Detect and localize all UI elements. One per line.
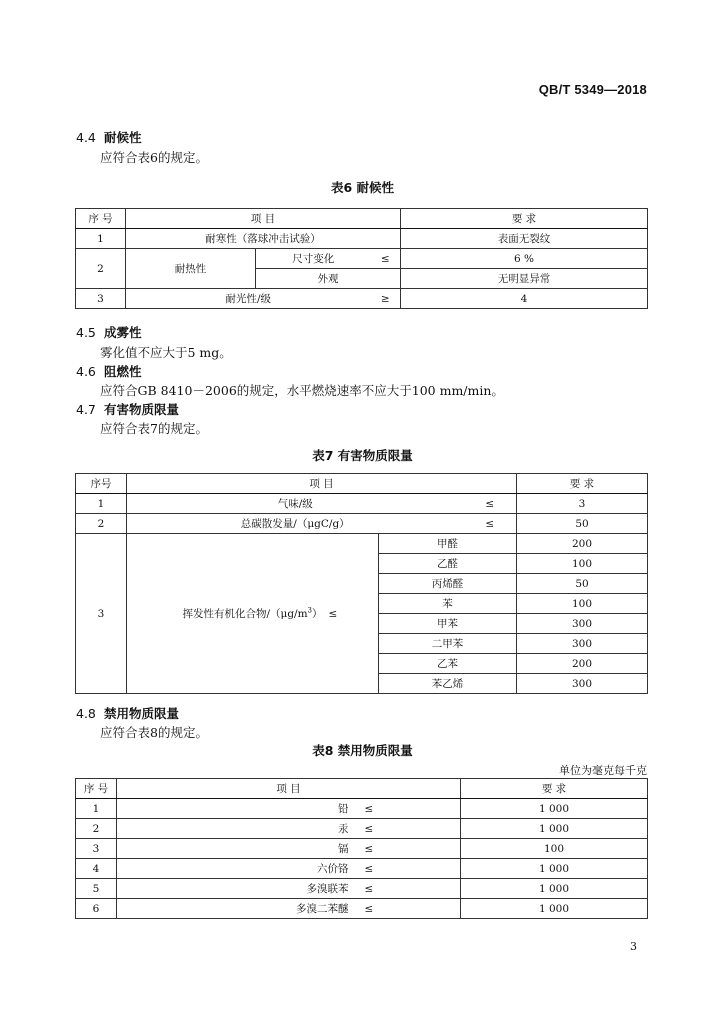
table8-caption: 表8 禁用物质限量 (312, 743, 413, 758)
cell-seq: 4 (76, 859, 117, 879)
table-row (76, 879, 648, 899)
cell-item: 汞 (117, 819, 357, 839)
cell-seq: 3 (76, 289, 126, 309)
cell-seq: 5 (76, 879, 117, 899)
section-4-4-text: 应符合表6的规定。 (100, 150, 208, 165)
table-header-row (76, 779, 648, 799)
cell-requirement: 100 (461, 839, 648, 859)
cell-item: 总碳散发量/（μgC/g） (127, 514, 464, 534)
table-row (76, 899, 648, 919)
voc-label-close: ） (312, 608, 323, 620)
table-row (76, 249, 648, 269)
cell-requirement: 300 (517, 674, 648, 694)
cell-item: 耐热性 (126, 249, 256, 289)
cell-item (127, 534, 327, 694)
cell-symbol: ≤ (357, 819, 461, 839)
section-4-7-text: 应符合表7的规定。 (100, 421, 208, 436)
table-row (76, 289, 648, 309)
cell-subitem: 甲醛 (379, 534, 517, 554)
cell-requirement: 50 (517, 574, 648, 594)
table8-unit: 单位为毫克每千克 (559, 764, 647, 777)
table-row (76, 859, 648, 879)
header-requirement: 要 求 (517, 474, 648, 494)
table-header-row (76, 474, 648, 494)
header-item: 项 目 (126, 209, 401, 229)
cell-symbol: ≤ (357, 899, 461, 919)
cell-requirement: 3 (517, 494, 648, 514)
table-header-row (76, 209, 648, 229)
voc-label: 挥发性有机化合物/（μg/m (182, 608, 308, 620)
header-seq: 序 号 (76, 209, 126, 229)
cell-seq: 1 (76, 799, 117, 819)
cell-subitem: 二甲苯 (379, 634, 517, 654)
cell-requirement: 无明显异常 (401, 269, 648, 289)
cell-item: 耐光性/级 (126, 289, 371, 309)
section-title: 禁用物质限量 (104, 706, 180, 721)
cell-requirement: 6 % (401, 249, 648, 269)
cell-symbol: ≤ (464, 514, 517, 534)
cell-requirement: 300 (517, 634, 648, 654)
table-row (76, 494, 648, 514)
cell-requirement: 4 (401, 289, 648, 309)
cell-requirement: 1 000 (461, 819, 648, 839)
table-row (76, 819, 648, 839)
section-number: 4.4 (76, 130, 96, 145)
section-title: 成雾性 (104, 325, 142, 340)
cell-item: 多溴联苯 (117, 879, 357, 899)
section-4-4-heading (76, 128, 142, 146)
cell-seq: 2 (76, 819, 117, 839)
section-4-5-heading (76, 323, 142, 341)
section-number: 4.6 (76, 364, 96, 379)
table-row (76, 839, 648, 859)
section-title: 耐候性 (104, 130, 142, 145)
table7-caption: 表7 有害物质限量 (312, 448, 413, 463)
header-requirement: 要 求 (461, 779, 648, 799)
section-number: 4.7 (76, 402, 96, 417)
cell-subitem: 苯乙烯 (379, 674, 517, 694)
cell-item: 铅 (117, 799, 357, 819)
cell-requirement: 200 (517, 654, 648, 674)
cell-symbol: ≤ (357, 879, 461, 899)
table6-caption: 表6 耐候性 (330, 180, 395, 195)
header-seq: 序 号 (76, 779, 117, 799)
cell-requirement: 300 (517, 614, 648, 634)
cell-requirement: 表面无裂纹 (401, 229, 648, 249)
section-4-5-text: 雾化值不应大于5 mg。 (100, 345, 232, 360)
cell-subitem: 甲苯 (379, 614, 517, 634)
cell-seq: 2 (76, 249, 126, 289)
cell-subitem: 苯 (379, 594, 517, 614)
header-requirement: 要 求 (401, 209, 648, 229)
cell-subitem: 乙醛 (379, 554, 517, 574)
cell-requirement: 100 (517, 594, 648, 614)
cell-seq: 2 (76, 514, 127, 534)
table-row (76, 534, 648, 554)
standard-code: QB/T 5349—2018 (538, 82, 647, 97)
cell-item: 气味/级 (127, 494, 464, 514)
table6 (75, 208, 648, 309)
table-row (76, 514, 648, 534)
table7 (75, 473, 648, 694)
section-4-8-heading (76, 704, 179, 722)
header-item: 项 目 (117, 779, 461, 799)
cell-requirement: 1 000 (461, 899, 648, 919)
cell-requirement: 1 000 (461, 799, 648, 819)
cell-item: 耐寒性（落球冲击试验） (126, 229, 401, 249)
section-title: 阻燃性 (104, 364, 142, 379)
cell-item: 镉 (117, 839, 357, 859)
cell-item: 六价铬 (117, 859, 357, 879)
cell-subitem: 乙苯 (379, 654, 517, 674)
section-number: 4.8 (76, 706, 96, 721)
section-4-6-heading (76, 362, 142, 380)
cell-item: 多溴二苯醚 (117, 899, 357, 919)
cell-symbol: ≤ (464, 494, 517, 514)
cell-requirement: 200 (517, 534, 648, 554)
header-item: 项 目 (127, 474, 517, 494)
cell-symbol: ≤ (357, 859, 461, 879)
cell-subitem: 丙烯醛 (379, 574, 517, 594)
cell-requirement: 100 (517, 554, 648, 574)
cell-symbol: ≤ (357, 839, 461, 859)
cell-symbol: ≤ (357, 799, 461, 819)
table8 (75, 778, 648, 919)
cell-requirement: 1 000 (461, 859, 648, 879)
unit-exponent: 3 (307, 606, 312, 615)
cell-subitem: 外观 (256, 269, 401, 289)
cell-seq: 3 (76, 534, 127, 694)
table-row (76, 229, 648, 249)
cell-seq: 3 (76, 839, 117, 859)
cell-seq: 6 (76, 899, 117, 919)
page-number: 3 (630, 940, 637, 953)
header-seq: 序号 (76, 474, 127, 494)
cell-symbol: ≤ (371, 249, 401, 269)
table-row (76, 799, 648, 819)
cell-symbol: ≤ (327, 534, 379, 694)
cell-symbol: ≥ (371, 289, 401, 309)
cell-subitem: 尺寸变化 (256, 249, 371, 269)
section-4-6-text: 应符合GB 8410－2006的规定，水平燃烧速率不应大于100 mm/min。 (100, 383, 504, 398)
cell-seq: 1 (76, 494, 127, 514)
section-4-8-text: 应符合表8的规定。 (100, 725, 208, 740)
section-title: 有害物质限量 (104, 402, 180, 417)
section-number: 4.5 (76, 325, 96, 340)
cell-requirement: 1 000 (461, 879, 648, 899)
section-4-7-heading (76, 400, 179, 418)
cell-requirement: 50 (517, 514, 648, 534)
cell-seq: 1 (76, 229, 126, 249)
